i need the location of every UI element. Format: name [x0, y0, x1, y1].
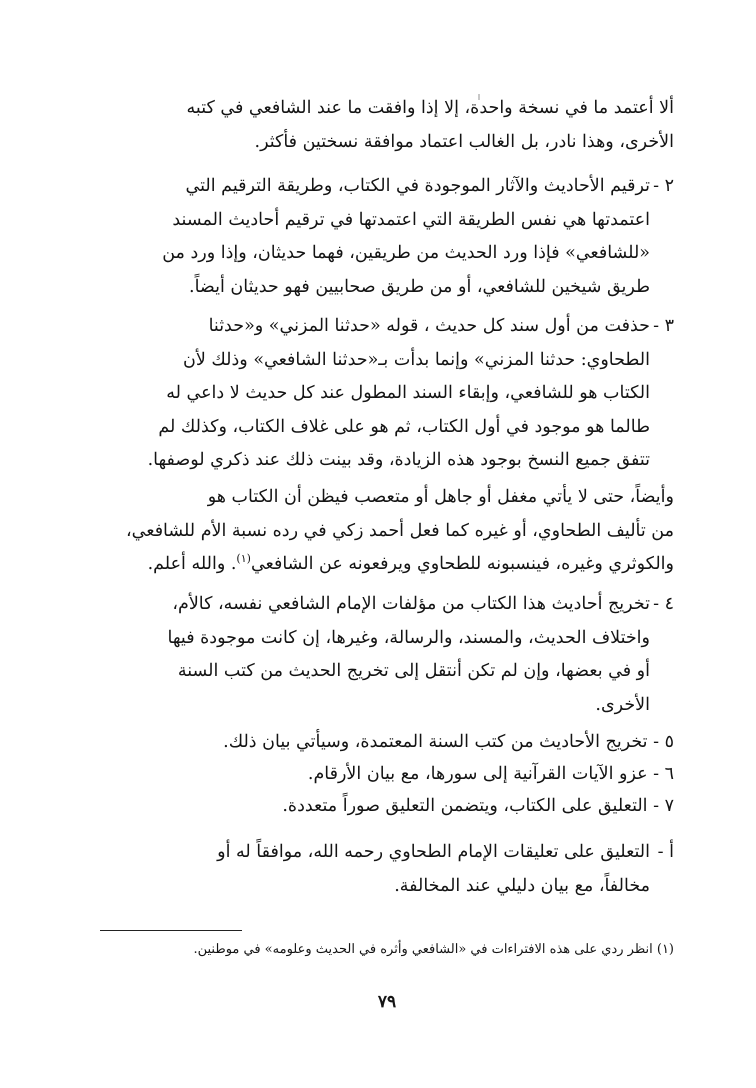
- text-line: من تأليف الطحاوي، أو غيره كما فعل أحمد زكي في رده نسبة الأم للشافعي،: [126, 520, 674, 541]
- list-item-3: [100, 310, 674, 478]
- text-line: الكتاب هو للشافعي، وإبقاء السند المطول عند كل حديث لا داعي له: [166, 383, 650, 403]
- text-fragment: والكوثري وغيره، فينسبونه للطحاوي ويرفعونه عن الشافعي: [250, 554, 674, 574]
- item-number: ٢ -: [653, 176, 674, 196]
- paragraph-intro: [100, 92, 674, 159]
- item-number: أ -: [657, 842, 674, 862]
- text-line: حذفت من أول سند كل حديث ، قوله «حدثنا المزني» و«حدثنا: [208, 316, 650, 336]
- footnote: [100, 940, 674, 960]
- page-number: ٧٩: [377, 992, 397, 1012]
- text-line: الطحاوي: حدثنا المزني» وإنما بدأت بـ«حدثنا الشافعي» وذلك لأن: [183, 349, 650, 370]
- text-line: وأيضاً، حتى لا يأتي مغفل أو جاهل أو متعصب فيظن أن الكتاب هو: [207, 487, 674, 507]
- text-line: الأخرى، وهذا نادر، بل الغالب اعتماد موافقة نسختين فأكثر.: [254, 131, 674, 152]
- text-line: أو في بعضها، وإن لم تكن أنتقل إلى تخريج الحديث من كتب السنة: [177, 661, 650, 681]
- footnote-separator: [100, 930, 242, 931]
- list-item-6: [100, 758, 674, 792]
- text-line: الأخرى.: [595, 694, 650, 715]
- text-line: مخالفاً، مع بيان دليلي عند المخالفة.: [394, 875, 650, 896]
- paragraph-also: [100, 481, 674, 582]
- text-line-with-reference: [100, 548, 674, 582]
- text-line: تخريج أحاديث هذا الكتاب من مؤلفات الإمام الشافعي نفسه، كالأم،: [172, 594, 650, 614]
- text-line: طريق شيخين للشافعي، أو من طريق صحابيين فهو حديثان أيضاً.: [189, 276, 650, 297]
- text-line: واختلاف الحديث، والمسند، والرسالة، وغيرها، إن كانت موجودة فيها: [167, 627, 650, 648]
- list-item-5: [100, 726, 674, 760]
- text-line: طالما هو موجود في أول الكتاب، ثم هو على غلاف الكتاب، وكذلك لم: [158, 416, 650, 437]
- footnote-text: (١) انظر ردي على هذه الافتراءات في «الشافعي وأثره في الحديث وعلومه» في موطنين.: [193, 942, 674, 957]
- text-line: التعليق على تعليقات الإمام الطحاوي رحمه الله، موافقاً له أو: [217, 842, 650, 862]
- text-line: اعتمدتها هي نفس الطريقة التي اعتمدتها في ترقيم أحاديث المسند: [172, 209, 650, 230]
- list-item-4: [100, 588, 674, 722]
- item-number: ٣ -: [653, 316, 674, 336]
- text-line: «للشافعي» فإذا ورد الحديث من طريقين، فهما حديثان، وإذا ورد من: [162, 243, 650, 263]
- list-item-7: [100, 790, 674, 824]
- book-page: [100, 88, 674, 1048]
- text-line: تتفق جميع النسخ بوجود هذه الزيادة، وقد بينت ذلك عند ذكري لوصفها.: [147, 450, 650, 470]
- text-fragment: . والله أعلم.: [147, 554, 237, 574]
- text-line: ترقيم الأحاديث والآثار الموجودة في الكتاب، وطريقة الترقيم التي: [185, 176, 650, 196]
- item-number: ٤ -: [653, 594, 674, 614]
- text-line: ألا أعتمد ما في نسخة واحدة، إلا إذا وافقت ما عند الشافعي في كتبه: [186, 98, 674, 118]
- footnote-reference: (١): [236, 552, 251, 566]
- text-line: ٦ - عزو الآيات القرآنية إلى سورها، مع بيان الأرقام.: [307, 764, 674, 784]
- list-item-2: [100, 170, 674, 304]
- text-line: ٥ - تخريج الأحاديث من كتب السنة المعتمدة، وسيأتي بيان ذلك.: [223, 732, 674, 752]
- sub-item-a: [100, 836, 674, 903]
- text-line: ٧ - التعليق على الكتاب، ويتضمن التعليق صوراً متعددة.: [282, 796, 674, 816]
